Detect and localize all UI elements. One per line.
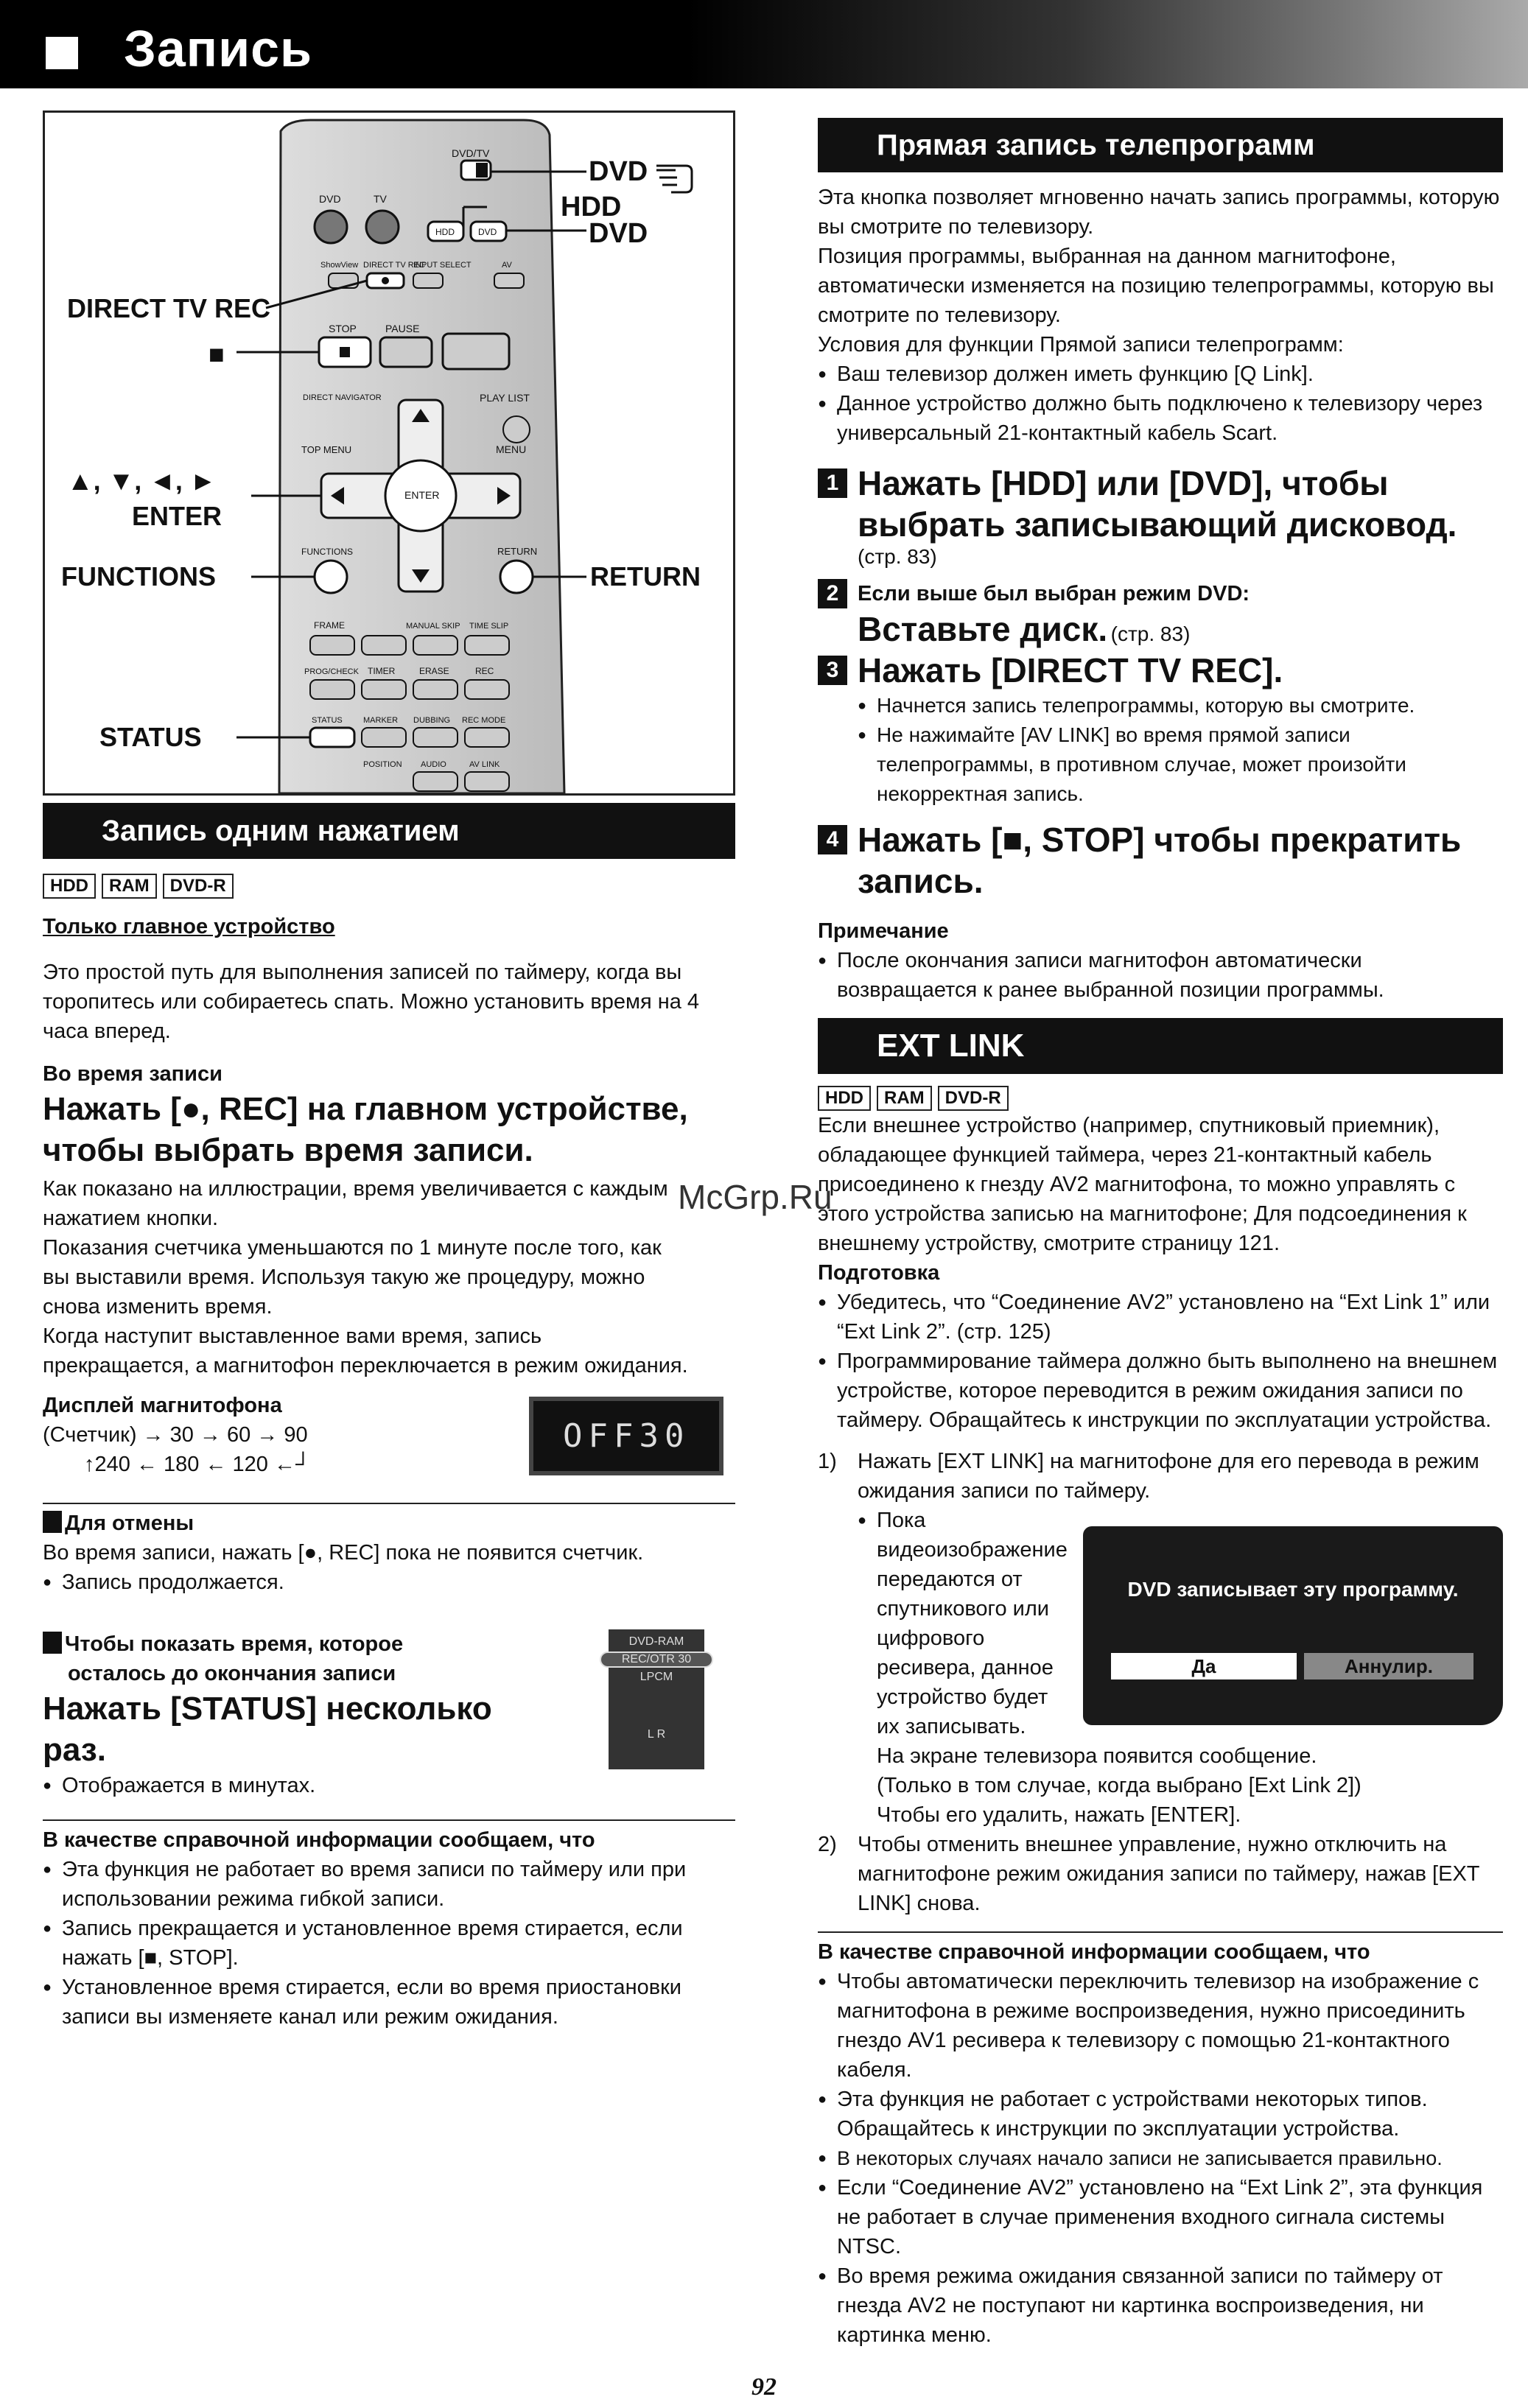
direct-intro-1: Эта кнопка позволяет мгновенно начать запись программы, которую вы смотрите по телевизору. <box>818 186 1500 239</box>
note-text: ● После окончания записи магнитофон автоматически возвращается к ранее выбранной позиции программы. <box>818 946 1503 1005</box>
svg-text:DIRECT TV REC: DIRECT TV REC <box>363 261 425 270</box>
prep-2: ● Программирование таймера должно быть выполнено на внешнем устройстве, которое переводится в режим ожидания записи по таймеру. Обращайтесь к инструкции по эксплуатации устройства. <box>818 1347 1503 1435</box>
svg-text:MARKER: MARKER <box>363 716 399 725</box>
step-3-bullet-1: ● Начнется запись телепрограммы, которую вы смотрите. <box>858 691 1503 720</box>
ext-after-1: На экране телевизора появится сообщение. <box>877 1744 1317 1768</box>
svg-text:ERASE: ERASE <box>419 666 449 676</box>
svg-text:RETURN: RETURN <box>590 561 701 592</box>
step-4-number: 4 <box>818 825 847 854</box>
ext-badges <box>818 1086 1503 1111</box>
left-ref-3: ● Установленное время стирается, если во время приостановки записи вы изменяете канал или режим ожидания. <box>43 1973 735 2032</box>
badge-hdd: HDD <box>43 874 96 899</box>
ext-after-3: Чтобы его удалить, нажать [ENTER]. <box>877 1803 1241 1827</box>
svg-text:DUBBING: DUBBING <box>413 716 451 725</box>
recorder-display-block <box>43 1391 735 1494</box>
svg-text:INPUT SELECT: INPUT SELECT <box>413 261 472 270</box>
tv-screen <box>1083 1526 1503 1725</box>
step-2-number: 2 <box>818 579 847 608</box>
svg-text:TIME SLIP: TIME SLIP <box>469 622 509 631</box>
right-ref-4: ● Если “Соединение AV2” установлено на “Ext Link 2”, эта функция не работает в случае применения входного сигнала системы NTSC. <box>818 2173 1503 2261</box>
one-touch-intro: Это простой путь для выполнения записей по таймеру, когда вы торопитесь или собираетесь спать. Можно установить время на 4 часа вперед. <box>43 961 700 1043</box>
svg-text:HDD: HDD <box>561 192 622 222</box>
step-3 <box>818 650 1503 809</box>
svg-text:ENTER: ENTER <box>404 489 440 501</box>
square-icon <box>43 1632 62 1654</box>
svg-text:POSITION: POSITION <box>363 760 402 769</box>
svg-text:AV: AV <box>502 261 512 270</box>
display-sequence-1: (Счетчик) → 30 → 60 → 90 <box>43 1423 308 1447</box>
badge-ram: RAM <box>877 1086 932 1111</box>
tv-cancel-button[interactable]: Аннулир. <box>1304 1653 1473 1679</box>
show-time-title-2: осталось до окончания записи <box>68 1662 396 1685</box>
right-ref-3: ● В некоторых случаях начало записи не записывается правильно. <box>818 2144 1503 2173</box>
svg-text:REC MODE: REC MODE <box>462 716 506 725</box>
svg-text:DIRECT TV REC: DIRECT TV REC <box>67 293 271 323</box>
step-1-text: Нажать [HDD] или [DVD], чтобы выбрать записывающий дисковод. <box>858 464 1457 544</box>
ext-intro: Если внешнее устройство (например, спутниковый приемник), обладающее функцией таймера, через 21-контактный кабель присоединено к гнезду AV2 магнитофона, то можно управлять с этого устройства записью на магнитофоне; Для подсоединения к внешнему устройству, смотрите страницу 121. <box>818 1114 1467 1255</box>
left-ref-1: ● Эта функция не работает во время записи по таймеру или при использовании режима гибкой записи. <box>43 1855 735 1914</box>
prep-1: ● Убедитесь, что “Соединение AV2” установлено на “Ext Link 1” или “Ext Link 2”. (стр. 125) <box>818 1288 1503 1347</box>
svg-text:DVD: DVD <box>478 227 497 237</box>
page-header <box>0 0 1528 88</box>
svg-text:DIRECT NAVIGATOR: DIRECT NAVIGATOR <box>303 393 382 402</box>
step-3-text: Нажать [DIRECT TV REC]. <box>858 651 1283 689</box>
step-3-bullet-2: ● Не нажимайте [AV LINK] во время прямой записи телепрограммы, в противном случае, может произойти некорректная запись. <box>858 720 1503 809</box>
desc-2: Показания счетчика уменьшаются по 1 минуте после того, как вы выставили время. Используя такую же процедуру, можно снова изменить время. <box>43 1236 662 1319</box>
badge-dvdr: DVD-R <box>163 874 234 899</box>
ext-step-2: 2) Чтобы отменить внешнее управление, нужно отключить на магнитофоне режим ожидания записи по таймеру, нажав [EXT LINK] снова. <box>818 1833 1479 1915</box>
press-status-instruction: Нажать [STATUS] несколько раз. <box>43 1691 492 1768</box>
svg-text:REC: REC <box>475 666 494 676</box>
svg-text:FUNCTIONS: FUNCTIONS <box>61 561 216 592</box>
cancel-title: Для отмены <box>65 1512 194 1535</box>
desc-1: Как показано на иллюстрации, время увеличивается с каждым нажатием кнопки. <box>43 1177 668 1230</box>
direct-tv-rec-title: Прямая запись телепрограмм <box>818 118 1503 172</box>
svg-text:ShowView: ShowView <box>320 261 359 270</box>
badge-hdd: HDD <box>818 1086 871 1111</box>
remote-illustration <box>43 110 735 796</box>
svg-text:TIMER: TIMER <box>368 666 396 676</box>
step-2-text: Вставьте диск. <box>858 610 1108 648</box>
during-recording-label: Во время записи <box>43 1062 222 1086</box>
svg-text:FUNCTIONS: FUNCTIONS <box>301 547 353 557</box>
ext-after-2: (Только в том случае, когда выбрано [Ext Link 2]) <box>877 1774 1361 1797</box>
right-ref-title: В качестве справочной информации сообщаем, что <box>818 1931 1503 1967</box>
status-bullet: ● Отображается в минутах. <box>43 1771 735 1800</box>
display-title: Дисплей магнитофона <box>43 1394 282 1417</box>
header-square-icon <box>46 37 78 69</box>
direct-intro-3: Условия для функции Прямой записи телепрограмм: <box>818 333 1344 357</box>
watermark: McGrp.Ru <box>678 1178 833 1216</box>
right-ref-5: ● Во время режима ожидания связанной записи по таймеру от гнезда AV2 не поступают ни картинка воспроизведения, ни картинка меню. <box>818 2261 1503 2350</box>
remote-control-diagram <box>45 113 733 793</box>
step-3-number: 3 <box>818 656 847 685</box>
page-number: 92 <box>751 2373 777 2401</box>
svg-text:DVD: DVD <box>319 193 341 205</box>
right-ref-1: ● Чтобы автоматически переключить телевизор на изображение с магнитофона в режиме воспроизведения, нужно присоединить гнездо AV1 ресивера к телевизору с помощью 21-контактного кабеля. <box>818 1967 1503 2085</box>
tv-yes-button[interactable]: Да <box>1111 1653 1297 1679</box>
press-rec-instruction: Нажать [●, REC] на главном устройстве, чтобы выбрать время записи. <box>43 1091 688 1168</box>
step-2 <box>818 579 1503 650</box>
svg-text:STOP: STOP <box>329 323 357 334</box>
ext-step-1-bullet: ● Пока видеоизображение передаются от спутникового или цифрового ресивера, данное устройство будет их записывать. <box>858 1506 1071 1741</box>
ext-step-1: 1) Нажать [EXT LINK] на магнитофоне для его перевода в режим ожидания записи по таймеру. <box>818 1450 1479 1503</box>
svg-text:TOP MENU: TOP MENU <box>301 444 352 455</box>
svg-text:DVD/TV: DVD/TV <box>452 147 490 159</box>
svg-text:AV LINK: AV LINK <box>469 760 500 769</box>
one-touch-title: Запись одним нажатием <box>43 803 735 859</box>
left-ref-2: ● Запись прекращается и установленное время стирается, если нажать [■, STOP]. <box>43 1914 735 1973</box>
direct-intro-2: Позиция программы, выбранная на данном магнитофоне, автоматически изменяется на позицию телепрограммы, которую вы смотрите по телевизору. <box>818 245 1494 327</box>
step-2-pre: Если выше был выбран режим DVD: <box>858 582 1250 605</box>
tv-message: DVD записывает эту программу. <box>1127 1578 1459 1601</box>
condition-2: ● Данное устройство должно быть подключено к телевизору через универсальный 21-контактный кабель Scart. <box>818 389 1503 448</box>
cancel-block <box>43 1503 735 1597</box>
desc-3: Когда наступит выставленное вами время, запись прекращается, а магнитофон переключается в режим ожидания. <box>43 1324 688 1377</box>
svg-text:FRAME: FRAME <box>314 620 345 631</box>
right-ref-2: ● Эта функция не работает с устройствами некоторых типов. Обращайтесь к инструкции по эксплуатации устройства. <box>818 2085 1503 2144</box>
svg-text:MANUAL SKIP: MANUAL SKIP <box>406 622 460 631</box>
lcd-display: OFF30 <box>529 1397 723 1475</box>
main-unit-only: Только главное устройство <box>43 915 335 938</box>
condition-1: ● Ваш телевизор должен иметь функцию [Q Link]. <box>818 359 1503 389</box>
show-time-title-1: Чтобы показать время, которое <box>65 1632 404 1656</box>
cancel-text: Во время записи, нажать [●, REC] пока не появится счетчик. <box>43 1541 644 1565</box>
badge-dvdr: DVD-R <box>938 1086 1009 1111</box>
ext-step-1-detail <box>818 1506 1503 1741</box>
prep-title: Подготовка <box>818 1261 940 1285</box>
page-title: Запись <box>124 20 313 77</box>
step-1-number: 1 <box>818 468 847 498</box>
status-screen: DVD-RAM REC/OTR 30 LPCM L R <box>609 1629 704 1769</box>
step-2-ref: (стр. 83) <box>1110 622 1191 645</box>
svg-text:TV: TV <box>374 193 387 205</box>
hand-pointer-icon <box>656 166 692 192</box>
svg-text:HDD: HDD <box>435 227 455 237</box>
step-1-ref: (стр. 83) <box>858 545 937 568</box>
display-sequence-2: ↑240 ← 180 ← 120 ←┘ <box>84 1453 311 1476</box>
ext-link-title: EXT LINK <box>818 1018 1503 1074</box>
square-icon <box>43 1511 62 1533</box>
svg-text:STATUS: STATUS <box>99 722 202 752</box>
cancel-bullet: ● Запись продолжается. <box>43 1568 735 1597</box>
svg-text:STATUS: STATUS <box>312 716 343 725</box>
badge-ram: RAM <box>102 874 157 899</box>
direct-tv-rec-section <box>818 118 1503 2350</box>
svg-text:▲, ▼, ◄, ►: ▲, ▼, ◄, ► <box>67 466 217 496</box>
svg-text:MENU: MENU <box>496 443 527 455</box>
step-4-text: Нажать [■, STOP] чтобы прекратить запись. <box>858 821 1462 900</box>
svg-text:PROG/CHECK: PROG/CHECK <box>304 667 359 676</box>
svg-text:AUDIO: AUDIO <box>421 760 446 769</box>
left-ref-title: В качестве справочной информации сообщаем, что <box>43 1819 735 1855</box>
note-title: Примечание <box>818 919 949 943</box>
svg-text:PLAY LIST: PLAY LIST <box>480 392 530 404</box>
step-1 <box>818 463 1503 569</box>
svg-text:RETURN: RETURN <box>497 546 538 557</box>
svg-text:DVD: DVD <box>589 156 648 187</box>
one-touch-section <box>43 803 735 2032</box>
svg-text:■: ■ <box>208 339 225 369</box>
svg-text:DVD: DVD <box>589 218 648 249</box>
show-remaining-block <box>43 1629 735 1800</box>
svg-text:ENTER: ENTER <box>132 501 222 531</box>
disc-badges <box>43 874 735 899</box>
step-4 <box>818 819 1503 902</box>
svg-text:PAUSE: PAUSE <box>385 323 420 334</box>
